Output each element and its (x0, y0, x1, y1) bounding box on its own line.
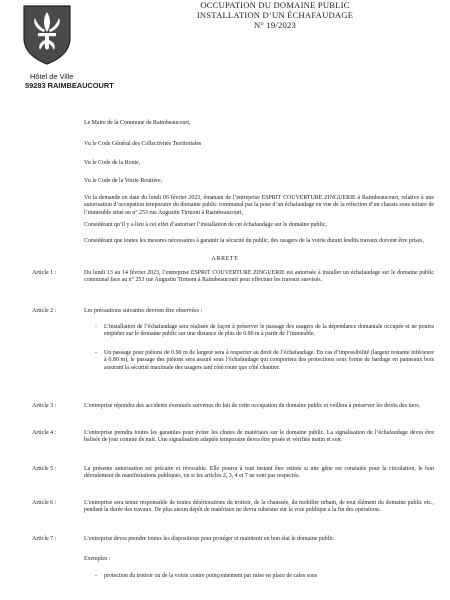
article-7-bullet-1: protection du trottoir ou de la voirie contre poinçonnement par mise en place de cales sous (104, 573, 318, 579)
article-2-bullet-2: Un passage pour piétons de 0.90 m de largeur sera à respecter au droit de l’échafaudage. En cas d’impossibilité (largeur restante inférieure à 0.80 m), le passage des piétons sera assuré sous l’échafaudage qui comportera des protections sous forme de bardage en panneaux bois assurant la sécurité maximale des usagers tant côté route que côté chantier. (104, 350, 434, 371)
title-line-number: N° 19/2023 (254, 20, 296, 30)
preamble-voirie: Vu le Code de la Voirie Routière, (84, 178, 163, 184)
article-2-bullet-1-marker: - (95, 324, 97, 330)
article-1-label: Article 1 : (32, 270, 57, 276)
fleur-de-lis-crest-icon (22, 4, 72, 66)
document-title (160, 0, 390, 30)
preamble-demande: Vu la demande en date du lundi 06 février 2023, émanant de l’entreprise ESPRIT COUVERTURE ZINGUERIE à Raimbeaucourt, relative à une autorisation d’occupation temporaire du domaine public communal par la pose d’un échafaudage en vue de la réfection d’un chassis sous toiture de l’immeuble situé au n° 253 rue Augustin Tirmont à Raimbeaucourt, (84, 195, 434, 216)
article-7-examples: Exemples : (84, 556, 111, 562)
article-7-bullet-1-marker: - (95, 573, 97, 579)
article-3-text: L’entreprise répondra des accidents éventuels survenus du fait de cette occupation du domaine public et veillera à préserver les droits des tiers. (84, 403, 421, 409)
article-5-text: La présente autorisation est précaire et révocable. Elle pourra à tout instant être retirée si une gêne est constatée pour la circulation, le bon déroulement de manifestations publiques, ou si les articles 2, 3, 4 et 7 ne sont pas respectés. (84, 466, 434, 480)
article-6-label: Article 6 : (32, 500, 57, 506)
article-2-label: Article 2 : (32, 308, 57, 314)
title-line-occupation: OCCUPATION DU DOMAINE PUBLIC (200, 0, 350, 10)
arrete-heading: ARRETE (211, 256, 239, 262)
article-6-text: L’entreprise sera tenue responsable de toutes détériorations du trottoir, de la chaussée, du mobilier urbain, de tout élément du domaine public etc., pendant la durée des travaux. De plus aucun dépôt de matériaux ne devra subsister sur la voie publique à la fin des opérations. (84, 500, 434, 514)
preamble-cgct: Vu le Code Général des Collectivités Territoriales (84, 141, 202, 147)
town-hall-name: Hôtel de Ville (30, 72, 74, 81)
article-4-label: Article 4 : (32, 430, 57, 436)
article-2-bullet-2-marker: - (95, 350, 97, 356)
article-7-text: L’entreprise devra prendre toutes les dispositions pour protéger et maintenir en bon état le domaine public. (84, 536, 336, 542)
preamble-considerant-2: Considérant que toutes les mesures nécessaires à garantir la sécurité du public, des usagers de la voirie durant lesdits travaux doivent être prises, (84, 238, 424, 244)
article-2-bullet-1: L’installation de l’échafaudage sera réalisée de façon à préserver le passage des usagers de la dépendance domaniale occupée et ne pourra empiéter sur le domaine public sur une distance de plus de 0.90 m à partir de l’immeuble. (104, 324, 434, 338)
title-line-installation: INSTALLATION D’UN ÉCHAFAUDAGE (196, 10, 354, 20)
preamble-maire: Le Maire de la Commune de Raimbeaucourt, (84, 120, 191, 126)
article-5-label: Article 5 : (32, 466, 57, 472)
article-7-label: Article 7 : (32, 536, 57, 542)
preamble-route: Vu le Code de la Route, (84, 160, 141, 166)
article-3-label: Article 3 : (32, 403, 57, 409)
town-hall-address (25, 72, 114, 90)
article-4-text: L’entreprise prendra toutes les garanties pour éviter les chutes de matériaux sur le domaine public. La signalisation de l’échafaudage devra être balisée de jour comme de nuit. Une signalisation adaptée temporaire devra être posée et vérifiée matin et soir. (84, 430, 434, 444)
town-hall-postcode: 59283 RAIMBEAUCOURT (25, 81, 114, 90)
preamble-considerant-1: Considérant qu’il y a lieu à cet effet d’autoriser l’installation de cet échafaudage sur le domaine public, (84, 222, 327, 228)
article-1-text: Du lundi 13 au 14 février 2023, l’entreprise ESPRIT COUVERTURE ZINGUERIE est autorisée à installer un échafaudage sur le domaine public communal face au n° 253 rue Augustin Tirmont à Raimbeaucourt pour effectuer les travaux susvisés. (84, 270, 434, 284)
article-2-text: Les précautions suivantes devront être observées : (84, 308, 203, 314)
